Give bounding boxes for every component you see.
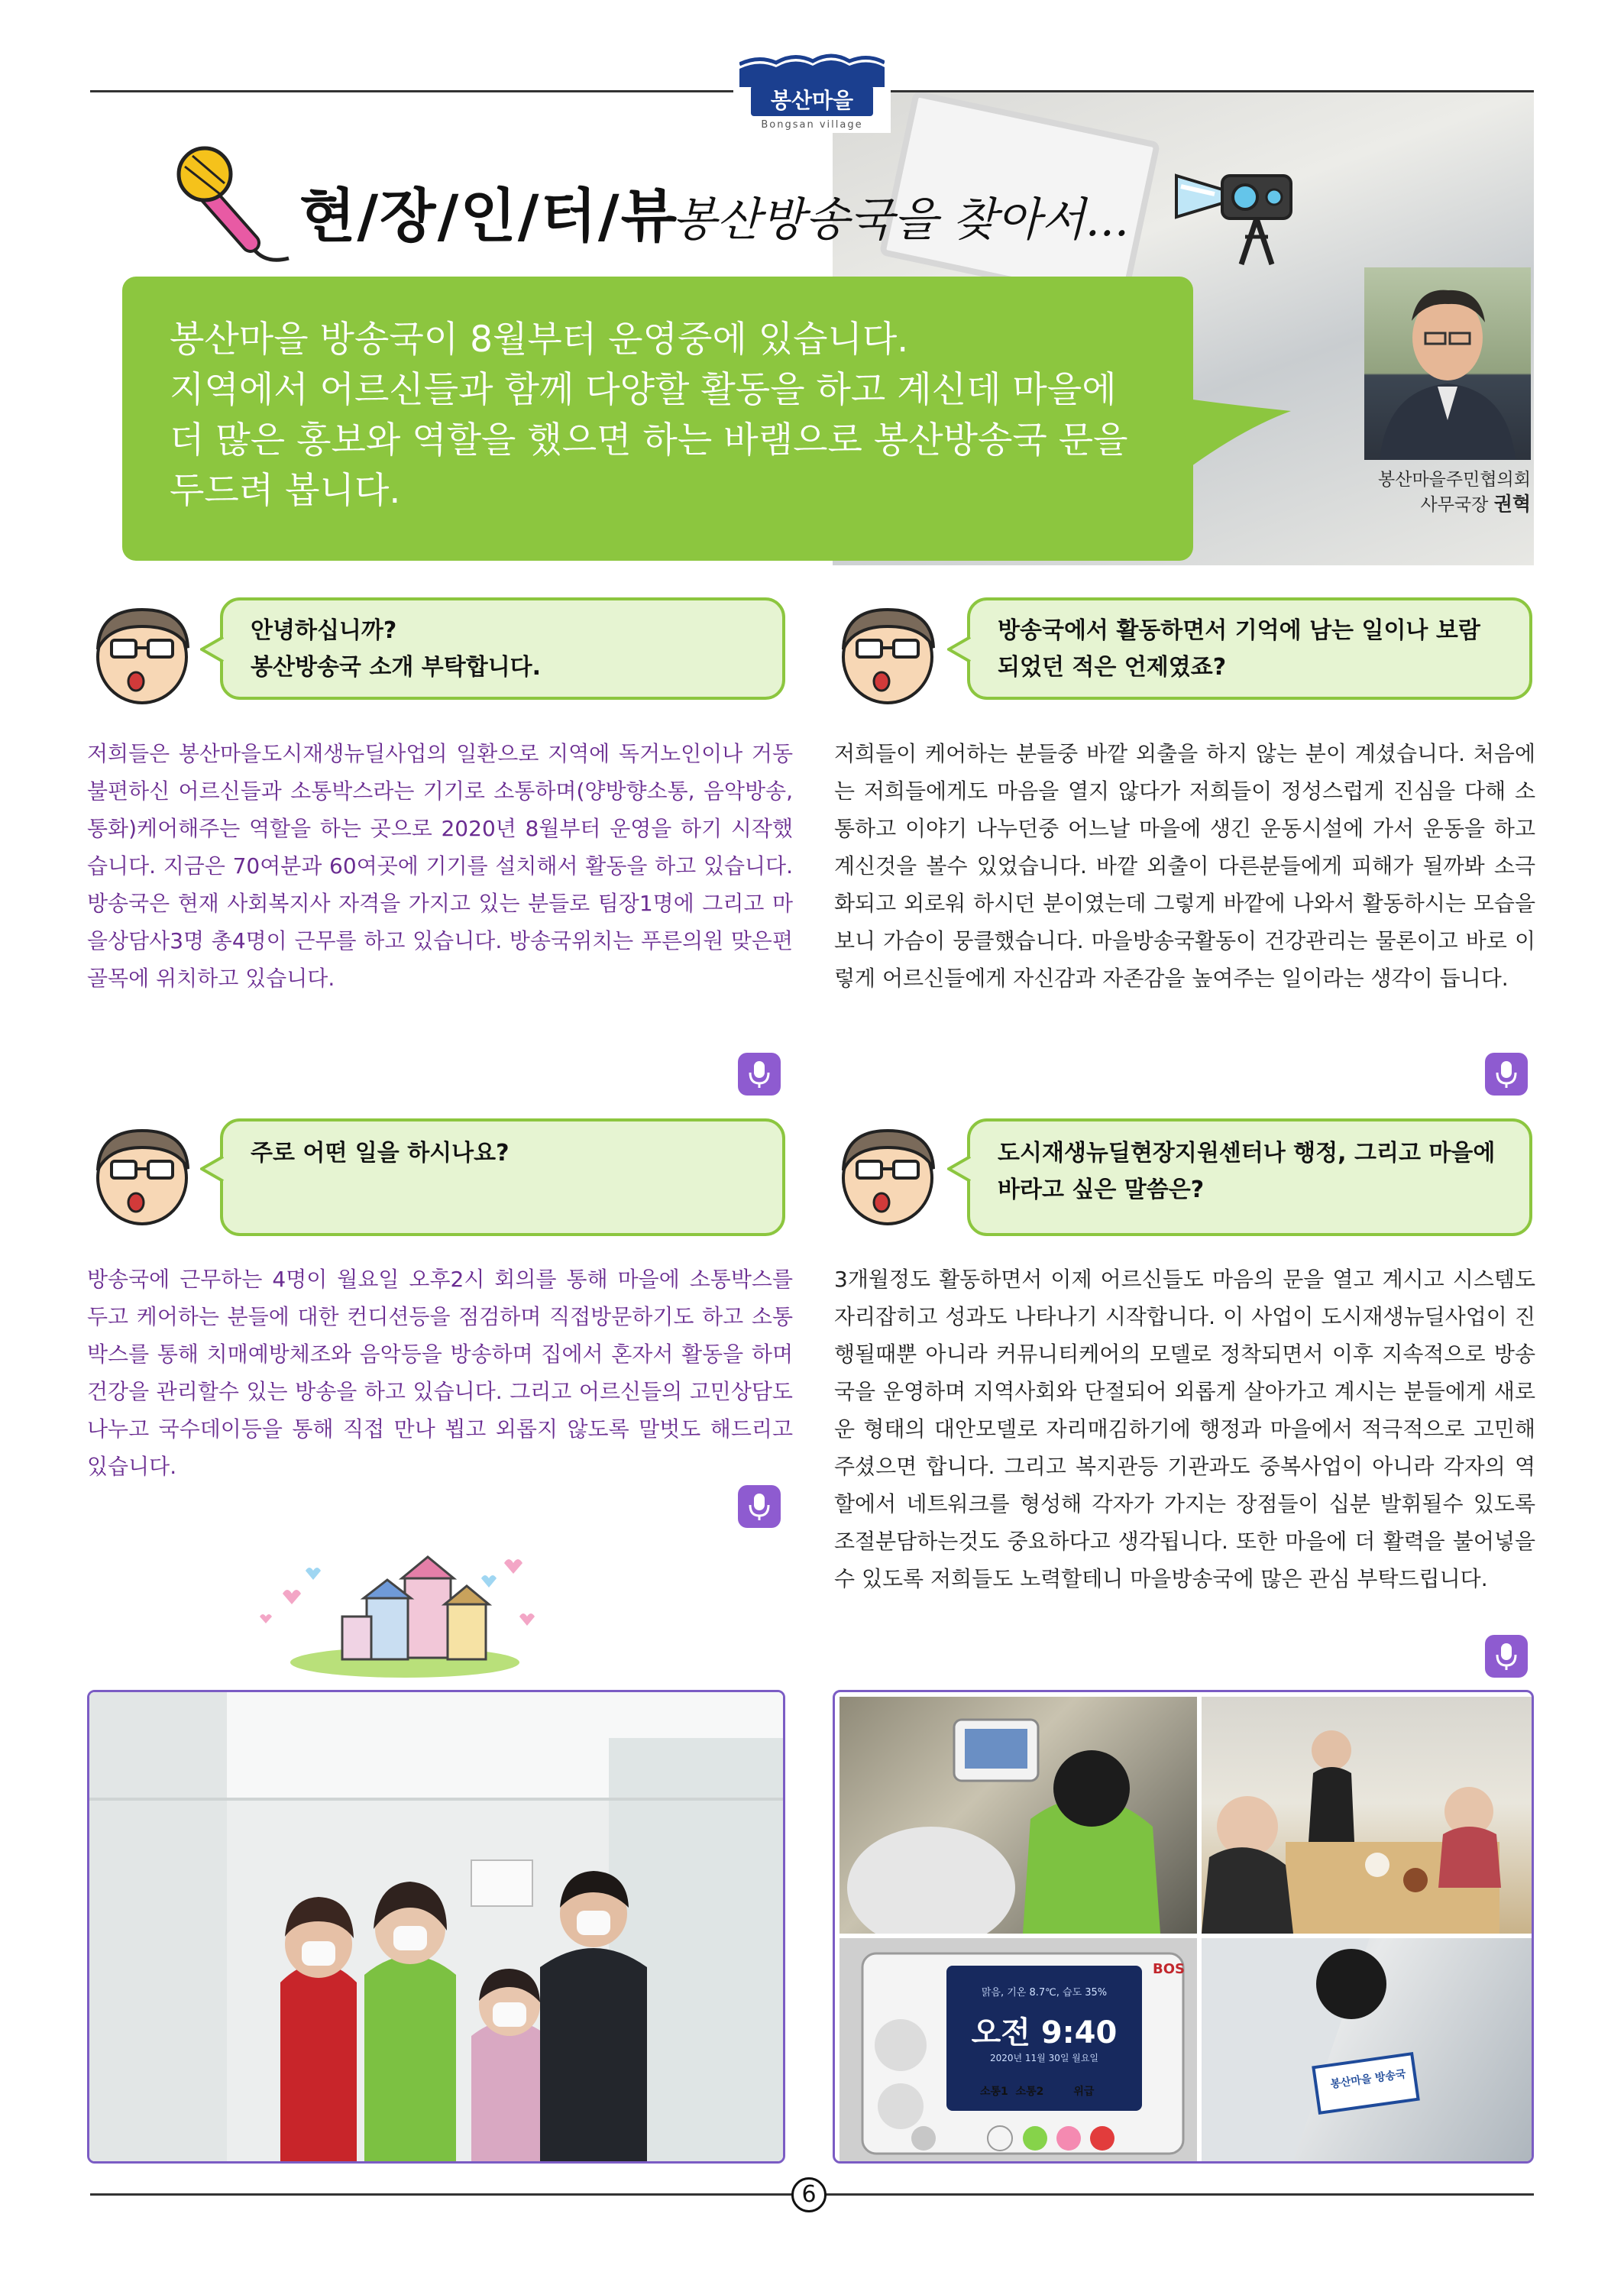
device-session-image [839,1697,1197,1934]
intro-text [170,315,1170,516]
interviewee-role: 사무국장 [1420,495,1489,515]
microphone-icon [174,144,296,266]
logo-title: 봉산마을 [751,86,873,116]
video-camera-icon [1169,153,1306,267]
device-date: 2020년 11월 30일 월요일 [989,2053,1099,2063]
interviewer-face-icon [86,596,200,710]
collage-photo-dining [1202,1697,1532,1934]
intro-line: 지역에서 어르신들과 함께 다양할 활동을 하고 계신데 마을에 [170,369,1117,411]
device-time: 오전 9:40 [971,2015,1118,2050]
sign-label: 봉산마을 방송국 [1329,2068,1407,2091]
answer-text: 저희들이 케어하는 분들중 바깥 외출을 하지 않는 분이 계셨습니다. 처음에는 저희들에게도 마음을 열지 않다가 저희들이 정성스럽게 진심을 다해 소통하고 이야기 나누던중 어느날 마을에 생긴 운동시설에 가서 운동을 하고 계신것을 볼수 있었습니다. 바깥 외출이 다른분들에게 피해가 될까봐 소극화되고 외로워 하시던 분이였는데 그렇게 바깥에 나와서 활동하시는 모습을 보니 가슴이 뭉클했습니다. 마을방송국활동이 건강관리는 물론이고 바로 이렇게 어르신들에게 자신감과 자존감을 높여주는 일이라는 생각이 듭니다. [834,741,1535,991]
audio-badge[interactable] [738,1485,781,1528]
village-logo [733,53,891,133]
device-weather: 맑음, 기온 8.7℃, 습도 35% [981,1987,1108,1999]
logo-subtitle: Bongsan village [761,119,863,131]
device-buttons [980,2083,1148,2099]
wall-sign-image [1202,1938,1532,2161]
bubble-tail [200,634,228,665]
bubble-tail [200,1154,228,1184]
device-button-label: 소통2 [1015,2086,1044,2098]
mic-icon [744,1491,775,1522]
question-line: 주로 어떤 일을 하시나요? [251,1140,510,1167]
question-line: 도시재생뉴딜현장지원센터나 행정, 그리고 마을에 [998,1140,1496,1167]
collage-photo-sign [1202,1938,1532,2161]
answer-text: 방송국에 근무하는 4명이 월요일 오후2시 회의를 통해 마을에 소통박스를 두고 케어하는 분들에 대한 컨디션등을 점검하며 직접방문하기도 하고 소통박스를 통해 치매예방체조와 음악등을 방송하며 집에서 혼자서 활동을 하며 건강을 관리할수 있는 방송을 하고 있습니다. 그리고 어르신들의 고민상담도 나누고 국수데이등을 통해 직접 만나 뵙고 외롭지 않도록 말벗도 해드리고 있습니다. [87,1267,793,1479]
photo-collage [833,1690,1534,2164]
question-line: 되었던 적은 언제였죠? [998,654,1227,681]
intro-line: 두드려 봅니다. [170,470,401,512]
device-button-label: 소통1 [980,2086,1008,2098]
interviewee-org: 봉산마을주민협의회 [1378,470,1531,490]
mic-icon [744,1059,775,1089]
audio-badge[interactable] [1485,1053,1528,1096]
question-text [998,613,1480,686]
page-number: 6 [791,2177,827,2212]
answer-text: 저희들은 봉산마을도시재생뉴딜사업의 일환으로 지역에 독거노인이나 거동불편하신 어르신들과 소통박스라는 기기로 소통하며(양방향소통, 음악방송,통화)케어해주는 역할을 하는 곳으로 2020년 8월부터 운영을 하기 시작했습니다. 지금은 70여분과 60여곳에 기기를 설치해서 활동을 하고 있습니다. 방송국은 현재 사회복지사 자격을 가지고 있는 분들로 팀장1명에 그리고 마을상담사3명 총4명이 근무를 하고 있습니다. 방송국위치는 푸른의원 맞은편 골목에 위치하고 있습니다. [87,741,793,991]
mountain-logo-icon [739,53,885,87]
question-line: 봉산방송국 소개 부탁합니다. [251,654,542,681]
mic-icon [1491,1641,1522,1672]
device-brand: BOS [1153,1961,1185,1977]
bubble-tail [947,1154,975,1184]
interviewer-face-icon [831,1117,946,1232]
question-line: 바라고 싶은 말씀은? [998,1176,1205,1203]
collage-photo-device-session [839,1697,1197,1934]
question-text [998,1135,1495,1209]
bubble-tail [947,634,975,665]
interviewee-caption [1314,468,1531,517]
audio-badge[interactable] [738,1053,781,1096]
collage-photo-device [839,1938,1197,2161]
interviewee-photo [1364,267,1531,460]
group-photo-image [89,1692,785,2164]
question-line: 방송국에서 활동하면서 기억에 남는 일이나 보람 [998,617,1480,644]
mic-icon [1491,1059,1522,1089]
question-text [251,1135,510,1172]
group-photo [87,1690,785,2164]
interviewer-face-icon [86,1117,200,1232]
page-title: 현/장/인/터/뷰 [299,182,679,250]
device-button-label: 위급 [1073,2086,1095,2098]
intro-bubble-tail [1176,397,1299,466]
interviewer-face-icon [831,596,946,710]
village-illustration [252,1548,542,1678]
question-line: 안녕하십니까? [251,617,397,644]
dining-image [1202,1697,1532,1934]
page-subtitle: 봉산방송국을 찾아서... [672,193,1129,247]
question-text [251,613,541,686]
interviewee-name: 권혁 [1493,493,1531,515]
intro-line: 더 많은 홍보와 역할을 했으면 하는 바램으로 봉산방송국 문을 [170,419,1128,461]
audio-badge[interactable] [1485,1635,1528,1678]
intro-line: 봉산마을 방송국이 8월부터 운영중에 있습니다. [170,319,909,361]
person-silhouette [1364,267,1531,460]
interviewee-title-line [1314,492,1531,517]
answer-text: 3개월정도 활동하면서 이제 어르신들도 마음의 문을 열고 계시고 시스템도 자리잡히고 성과도 나타나기 시작합니다. 이 사업이 도시재생뉴딜사업이 진행될때뿐 아니라 커뮤니티케어의 모델로 정착되면서 이후 지속적으로 방송국을 운영하며 지역사회와 단절되어 외롭게 살아가고 계시는 분들에게 새로운 형태의 대안모델로 자리매김하기에 행정과 마을에서 적극적으로 고민해주셨으면 합니다. 그리고 복지관등 기관과도 중복사업이 아니라 각자의 역할에서 네트워크를 형성해 각자가 가지는 장점들이 십분 발휘될수 있도록 조절분담하는것도 중요하다고 생각됩니다. 또한 마을에 더 활력을 불어넣을수 있도록 저희들도 노력할테니 마을방송국에 많은 관심 부탁드립니다. [834,1267,1535,1591]
